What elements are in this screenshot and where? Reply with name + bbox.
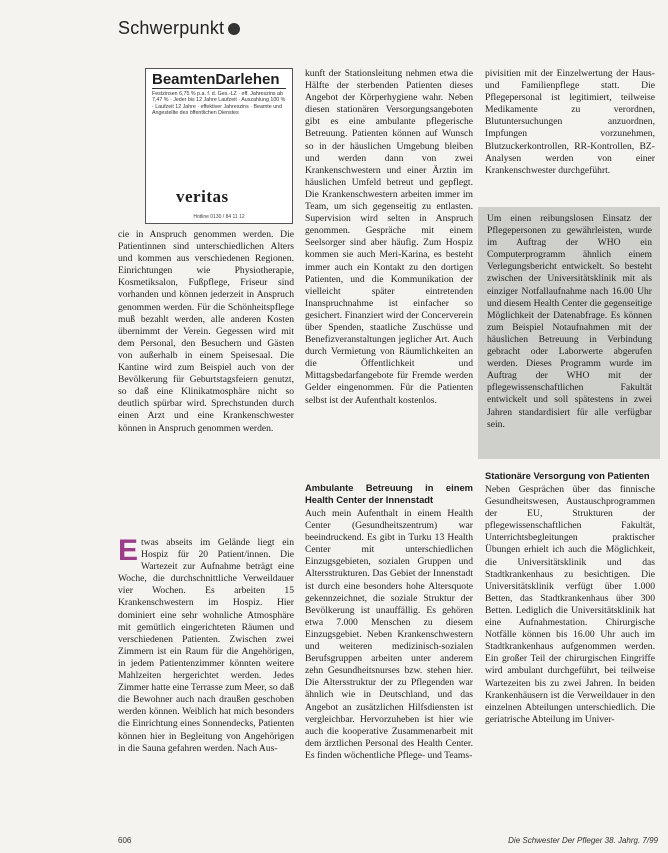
subheading: Ambulante Betreuung in einem Health Center der Innenstadt <box>305 482 473 505</box>
ad-title: BeamtenDarlehen <box>152 71 286 89</box>
column-2-bottom <box>305 482 473 762</box>
paragraph: twas abseits im Gelände liegt ein Hospiz für 20 Patient/innen. Die Wartezeit zur Aufnahme beträgt eine Woche, die durchschnittliche Verweildauer vier Wochen. Es arbeiten 15 Krankenschwestern im Hospiz. Hier dominiert eine sehr wohnliche Atmosphäre mit gemütlich eingerichteten Räumen und verschiedenen Patienten. Zwischen zwei Zimmern ist ein Raum für die Angehörigen, in jedem Patientenzimmer könnten weitere Mahlzeiten hergerichtet werden. Jedes Zimmer hatte eine Terrasse zum Meer, so daß die Bewohner auch nach draußen geschoben werden können. Weiblich hat mich besonders die Einrichtung eines Sonnendecks, Patienten können hier in Begleitung von Angehörigen in die Sauna gefahren werden. Nach Aus- <box>118 537 294 754</box>
paragraph: cie in Anspruch genommen werden. Die Patientinnen sind unterschiedlichen Alters und kommen aus verschiedenen Regionen. Einrichtungen wie Physiotherapie, Kosmetiksalon, Fußpflege, Friseur sind vorhanden und können jederzeit in Anspruch genommen werden. Für die Schönheitspflege muß bezahlt werden, alle anderen Kosten übernimmt der Verein. Gegessen wird mit dem Personal, den Besuchern und Gästen von außerhalb in einem Speisesaal. Die Kantine wird zum Beispiel auch von der Bevölkerung für Geburtstagsfeiern genutzt, so daß eine Klinikatmosphäre nicht so deutlich spürbar wird. Sprechstunden durch einen Arzt und eine Krankenschwester können in Anspruch genommen werden. <box>118 229 294 434</box>
section-title: Schwerpunkt <box>118 18 225 38</box>
advertisement <box>145 68 293 224</box>
ad-logo: veritas <box>176 187 229 206</box>
ad-hotline: Hotline 0130 / 84 11 12 <box>193 214 245 220</box>
section-header <box>118 18 240 39</box>
column-2-top <box>305 68 473 407</box>
paragraph: pivisitien mit der Einzelwertung der Haus- und Familienpflege statt. Die Pflegepersonal ist legitimiert, teilweise Medikamente zu verordnen, Blutuntersuchungen anzuordnen, Impfungen vorzunehmen, Blutzuckerkontrollen, RR-Kontrollen, BZ-Analysen werden von einer Krankenschwester durchgeführt. <box>485 68 655 176</box>
ad-text: Festzinsen 6,75 % p.a. f. d. Ges.-LZ · eff. Jahreszins ab 7,47 % · Jeder bis 12 Jahre Laufzeit · Auszahlung 100 % · Laufzeit 12 Jahre · effektiver Jahreszins · Beamte und Angestellte des öffentlichen Dienstes <box>152 91 286 116</box>
journal-source: Die Schwester Der Pfleger 38. Jahrg. 7/99 <box>508 836 658 845</box>
column-3-top <box>485 68 655 177</box>
column-1-bottom <box>118 534 294 755</box>
section-dot-icon <box>228 23 240 35</box>
paragraph: kunft der Stationsleitung nehmen etwa die Hälfte der sterbenden Patienten dieses Angebot der Körperhygiene wahr. Neben diesen stationären Versorgungsangeboten gibt es eine ambulante pflegerische Betreuung. Patienten können auf Wunsch so in der häuslichen Umgebung bleiben und werden dann von zwei Krankenschwestern und einer Ärztin im häuslichen Umfeld betreut und gepflegt. Die Krankenschwestern arbeiten immer im Team, um sich gegenseitig zu entlasten. Supervision wird selten in Anspruch genommen. Gespräche mit einem Seelsorger sind aber häufig. Zum Hospiz kommen sie auch Meri-Karina, es besteht immer auch ein Kontakt zu den dortigen Patienten, und die Kommunikation der vielleicht später eintretenden Inanspruchnahme ist einfacher so gesichert. Finanziert wird der Concerverein über Spenden, staatliche Zuschüsse und Benefizveranstaltungen jeglicher Art. Auch durch Vermietung von Räumlichkeiten an die Öffentlichkeit und Mittagsbedarfangebote für Fremde werden Gelder eingenommen. Für die Patienten selbst ist der Aufenthalt kostenlos. <box>305 68 473 406</box>
drop-cap: E <box>118 534 139 567</box>
paragraph: Auch mein Aufenthalt in einem Health Center (Gesundheitszentrum) war beeindruckend. Es gibt in Turku 13 Health Center mit unterschiedlichen Einzugsgebieten, sozialen Gruppen und Altersstrukturen. Das Gebiet der Innenstadt ist durch eine besonders hohe Altersquote gekennzeichnet, die soziale Struktur der Bevölkerung ist unauffällig. Es gehören etwa 7.000 Menschen zu diesem Einzugsgebiet. Neben Krankenschwestern und weiteren medizinisch-sozialen Berufsgruppen arbeiten unter anderem zehn Gesundheitsnurses bzw. stehen hier. Die Altersstruktur der zu Pflegenden war ähnlich wie in Deutschland, und das Angebot an zusätzlichen Hilfsdiensten ist vergleichbar. Hervorzuheben ist hier wie auch die kooperative Zusammenarbeit mit dem ärztlichen Personal des Health Center. Es finden wöchentliche Pflege- und Teams- <box>305 508 473 761</box>
page-number: 606 <box>118 836 132 845</box>
column-1-top <box>118 229 294 435</box>
paragraph: Neben Gesprächen über das finnische Gesundheitswesen, Austauschprogrammen der EU, Strukturen der pflegewissenschaftlichen Fakultät, Unterrichtsbegleitungen praktischer Übungen erhielt ich auch die Möglichkeit, die Universitätsklinik und das Stadtkrankenhaus zu besichtigen. Die Universitätsklinik verfügt über 1.000 Betten, das Stadtkrankenhaus über 300 Betten. Lediglich die Universitätsklinik hat eine Aufnahmestation. Chirurgische Notfälle können bis 16.00 Uhr auch im Stadtkrankenhaus aufgenommen werden. Ein großer Teil der chirurgischen Eingriffe wird ambulant durchgeführt, bei teilweise Wartezeiten bis zu zwei Jahren. In beiden Krankenhäusern ist die Verweildauer in den einzelnen Abteilungen unterschiedlich. Die geriatrische Abteilung im Univer- <box>485 484 655 725</box>
subheading: Stationäre Versorgung von Patienten <box>485 470 650 481</box>
sidebar-box-text: Um einen reibungslosen Einsatz der Pflegepersonen zu gewährleisten, wurde im Auftrag der WHO ein Computerprogramm ähnlich einem Verlegungsbericht entwickelt. So besteht zwischen der Universitätsklinik mit als einziger Notfallaufnahme nach 16.00 Uhr und diesem Health Center die gegenseitige Möglichkeit der Datenabfrage. Es können zum Beispiel Notaufnahmen mit der häuslichen Betreuung in Verbindung gebracht oder Laborwerte abgerufen werden. Dieses Programm wurde im Auftrag der WHO mit der pflegewissenschaftlichen Fakultät entwickelt und soll spätestens in zwei Jahren standardisiert für alle verfügbar sein. <box>487 213 652 430</box>
column-3-bottom <box>485 470 655 726</box>
